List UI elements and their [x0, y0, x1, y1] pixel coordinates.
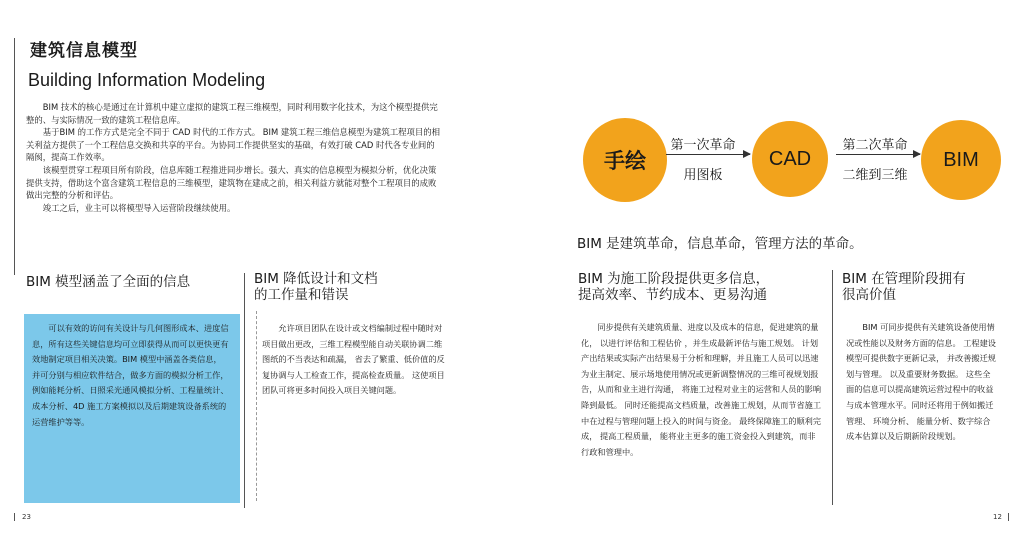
page-number-right: 12 [993, 513, 1002, 521]
arrow2-bottom-label: 二维到三维 [842, 168, 908, 183]
section3-body: 同步提供有关建筑质量、进度以及成本的信息，促进建筑的量化， 以进行评估和工程估价 ，并生成最新评估与施工规划。 计划产出结果或实际产出结果易于分析和理解，并且施工人员可以迅速为业主制定、展示场地使用情况或更新调整情况的三维可视规划报告，从而和业主进行沟通， 将施工过程对业主的运营和人员的影响降到最低。 同时还能提高文档质量，改善施工规划，从而节省施工中在过程与管理问题上投入的时间与资金。 最终保障施工的顺利完成， 提高工程质量， 能将业主更多的施工资金投入到建筑，而非行政和管理中。 [581, 322, 822, 457]
section4-body: BIM 可同步提供有关建筑设备使用情况或性能以及财务方面的信息。 工程建设模型可提供数字更新记录， 并改善搬迁规划与管理。 以及重要财务数据。 这些全面的信息可以提高建筑运营过程中的收益与成本管理水平。同时还将用于例如搬迁管理、 环境分析、 能量分析、数字综合成本估算以及后期新阶段规划。 [846, 322, 996, 442]
arrow2 [836, 154, 920, 155]
section3-heading [578, 271, 828, 303]
section2-body: 允许项目团队在设计或文档编制过程中随时对项目做出更改，三维工程模型能自动关联协调二维图纸的不当表达和疏漏， 省去了繁重、低价值的反复协调与人工检查工作，提高检查质量。 这使项目团队可将更多时间投入项目关键问题。 [262, 323, 445, 396]
section4-heading [842, 271, 1012, 303]
section1-highlight-box [24, 314, 240, 503]
column-divider [244, 273, 245, 508]
diagram-node-cad [752, 121, 828, 197]
page-title-zh: 建筑信息模型 [30, 41, 138, 61]
section3-heading-line: 提高效率、节约成本、更易沟通 [578, 287, 767, 303]
node-label: 手绘 [604, 149, 646, 173]
section2-body-wrap [262, 321, 450, 399]
section3-heading-line: BIM 为施工阶段提供更多信息， [578, 271, 770, 287]
diagram-node-bim [921, 120, 1001, 200]
intro-paragraph: 基于BIM 的工作方式是完全不同于 CAD 时代的工作方式。 BIM 建筑工程三维信息模型为建筑工程项目的相关利益方提供了一个工程信息交换和共享的平台。为协同工作提供坚实的基础，有效打破 CAD 时代各专业间的隔阂，提高工作效率。 [26, 127, 441, 163]
node-label: BIM [943, 148, 979, 171]
bim-statement: BIM 是建筑革命，信息革命，管理方法的革命。 [577, 236, 863, 252]
section2-heading-line: BIM 降低设计和文档 [254, 271, 378, 287]
section4-heading-line: BIM 在管理阶段拥有 [842, 271, 966, 287]
intro-paragraph: 该模型贯穿工程项目所有阶段，信息库随工程推进同步增长。强大、真实的信息模型为模拟分析，优化决策提供支持，借助这个富含建筑工程信息的三维模型，建筑物在建成之前，相关利益方就能对整个工程项目的成败做出完整的分析和评估。 [26, 164, 437, 201]
left-footer-rule [14, 513, 15, 521]
section3-body-wrap [581, 320, 823, 460]
right-column-divider [832, 270, 833, 505]
node-label: CAD [768, 147, 812, 170]
section1-body: 可以有效的访问有关设计与几何图形成本、进度信息，所有这些关键信息均可立即获得从而可以更快更有效地制定项目相关决策。BIM 模型中涵盖各类信息， 并可分别与相应软件结合，做多方面的模拟分析工作， 例如能耗分析、日照采光通风模拟分析、工程量统计、成本分析、4D 施工方案模拟以及后期建筑设备系统的运营维护等等。 [32, 323, 229, 427]
page-title-en: Building Information Modeling [28, 70, 266, 90]
page-number-left: 23 [22, 513, 31, 521]
arrow2-top-label: 第二次革命 [842, 138, 908, 153]
arrow1-top-label: 第一次革命 [670, 138, 736, 153]
intro-text [26, 101, 441, 214]
section4-body-wrap [846, 320, 996, 445]
section2-heading [254, 271, 444, 303]
section2-dashed-rule [256, 311, 257, 501]
arrow1-bottom-label: 用图板 [683, 168, 723, 183]
section1-body-wrap [24, 314, 240, 430]
section4-heading-line: 很高价值 [842, 287, 896, 303]
arrow1 [666, 154, 750, 155]
section1-heading: BIM 模型涵盖了全面的信息 [26, 274, 191, 290]
section2-heading-line: 的工作量和错误 [254, 287, 349, 303]
right-footer-rule [1008, 513, 1009, 521]
intro-paragraph: BIM 技术的核心是通过在计算机中建立虚拟的建筑工程三维模型，同时利用数字化技术，为这个模型提供完整的、与实际情况一致的建筑工程信息库。 [26, 102, 438, 125]
left-margin-rule [14, 38, 15, 275]
intro-paragraph: 竣工之后，业主可以将模型导入运营阶段继续使用。 [42, 202, 236, 213]
diagram-node-handdrawing [583, 118, 667, 202]
